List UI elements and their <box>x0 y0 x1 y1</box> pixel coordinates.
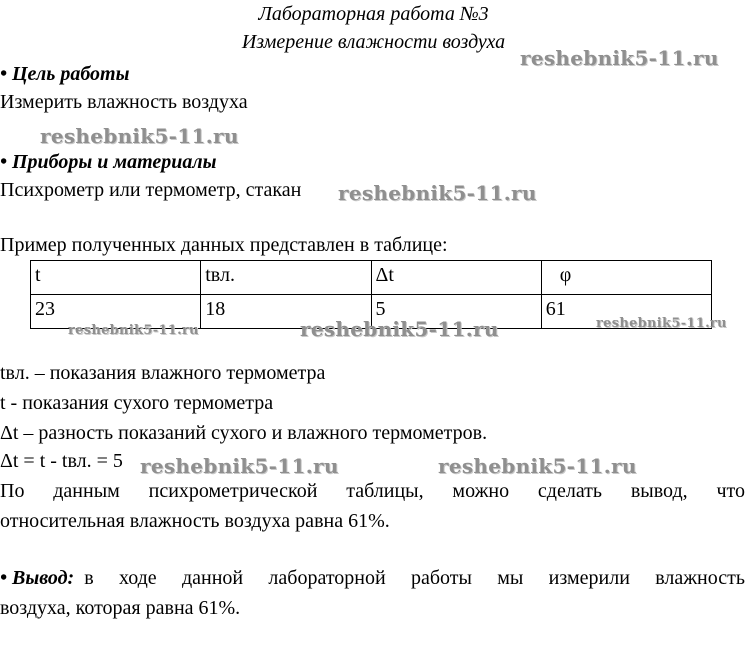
equipment-text: Психрометр или термометр, стакан <box>0 179 302 201</box>
result-line <box>0 566 745 590</box>
table-header-cell: Δt <box>371 261 541 295</box>
definition-line: tвл. – показания влажного термометра <box>0 362 326 384</box>
definition-line: t - показания сухого термометра <box>0 392 274 414</box>
table-header-cell: tвл. <box>201 261 371 295</box>
watermark: reshebnik5-11.ru <box>596 316 727 331</box>
conclusion-line: По данным психрометрической таблицы, можно сделать вывод, что <box>0 480 745 502</box>
equipment-heading: • Приборы и материалы <box>0 151 217 173</box>
watermark: reshebnik5-11.ru <box>338 181 537 205</box>
result-text: в ходе данной лабораторной работы мы измерили влажность <box>84 567 745 589</box>
watermark: reshebnik5-11.ru <box>520 46 719 70</box>
watermark: reshebnik5-11.ru <box>68 323 199 338</box>
table-cell: 18 <box>201 295 371 329</box>
table-header-cell: φ <box>541 261 711 295</box>
goal-heading: • Цель работы <box>0 63 130 85</box>
table-cell: 61 <box>541 295 711 329</box>
watermark: reshebnik5-11.ru <box>300 317 499 341</box>
goal-text: Измерить влажность воздуха <box>0 91 248 113</box>
definition-line: Δt = t - tвл. = 5 <box>0 450 123 472</box>
table-cell: 5 <box>371 295 541 329</box>
definition-line: Δt – разность показаний сухого и влажного термометров. <box>0 422 488 444</box>
watermark: reshebnik5-11.ru <box>438 454 637 478</box>
conclusion-line: относительная влажность воздуха равна 61%. <box>0 510 390 532</box>
page-subtitle: Измерение влажности воздуха <box>241 31 506 53</box>
table-header-cell: t <box>31 261 201 295</box>
table-header-row <box>31 261 712 295</box>
watermark: reshebnik5-11.ru <box>140 454 339 478</box>
page-title: Лабораторная работа №3 <box>258 3 489 25</box>
table-cell: 23 <box>31 295 201 329</box>
table-intro: Пример полученных данных представлен в таблице: <box>0 234 448 256</box>
result-line-2: воздуха, которая равна 61%. <box>0 597 241 619</box>
result-label: • Вывод: <box>0 567 75 589</box>
watermark: reshebnik5-11.ru <box>40 124 239 148</box>
